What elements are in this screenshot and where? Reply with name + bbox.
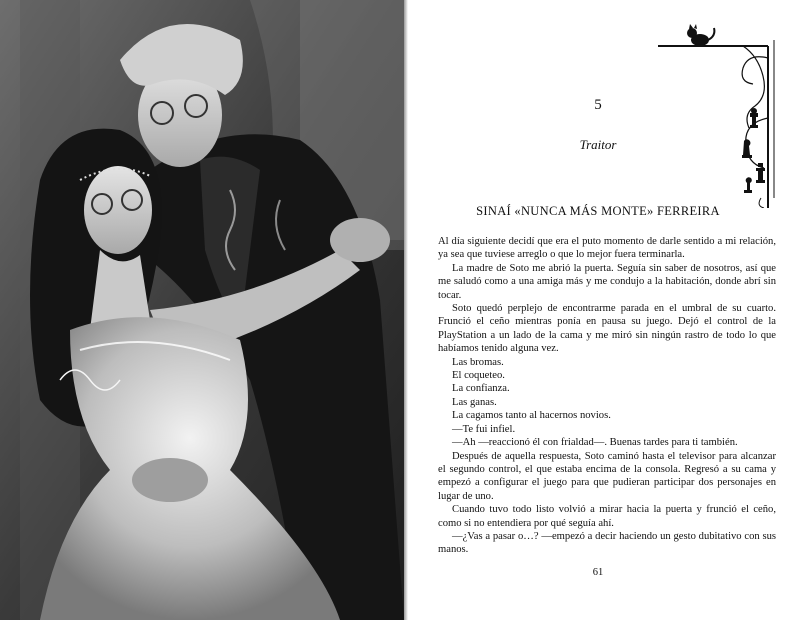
chapter-narrator-heading: SINAÍ «NUNCA MÁS MONTE» FERREIRA — [476, 204, 720, 218]
paragraph: Soto quedó perplejo de encontrarme parada en el umbral de su cuarto. Frunció el ceño mientras ponía en pausa su juego. Dejó el control de la PlayStation a un lado de la cama y me miró sin ningún rastro de todo lo que habíamos tenido alguna vez. — [438, 303, 776, 355]
paragraph: Las ganas. — [452, 396, 497, 408]
chapter-title: Traitor — [579, 137, 617, 152]
paragraph: La confianza. — [452, 383, 510, 395]
paragraph: Cuando tuvo todo listo volvió a mirar hacia la puerta y frunció el ceño, como si no entendiera por qué seguía ahí. — [438, 504, 776, 529]
paragraph: La cagamos tanto al hacernos novios. — [452, 410, 611, 422]
paragraph: —Te fui infiel. — [452, 423, 516, 435]
paragraph: El coqueteo. — [452, 370, 505, 382]
chapter-number: 5 — [594, 97, 602, 113]
chapter-body — [438, 235, 776, 557]
cat-icon — [687, 24, 714, 46]
paragraph: La madre de Soto me abrió la puerta. Seguía sin saber de nosotros, así que me saludó como a una amiga más y me condujo a la habitación, donde abrí sin tocar. — [438, 262, 776, 301]
paragraph: Al día siguiente decidí que era el puto momento de darle sentido a mi relación, ya sea que tuviese arreglo o que lo mejor fuera terminarla. — [438, 236, 776, 261]
paragraph: Después de aquella respuesta, Soto caminó hasta el televisor para alcanzar el segundo control, el que estaba encima de la consola. Regresó a su cama y empezó a configurar el juego para que pudieran participar dos personajes en lugar de uno. — [438, 450, 776, 502]
paragraph: Las bromas. — [452, 356, 504, 368]
page-number: 61 — [592, 567, 604, 578]
text-page — [408, 0, 800, 620]
paragraph: —Ah —reaccionó él con frialdad—. Buenas tardes para ti también. — [452, 437, 738, 449]
paragraph: —¿Vas a pasar o…? —empezó a decir haciendo un gesto dubitativo con sus manos. — [438, 530, 776, 556]
